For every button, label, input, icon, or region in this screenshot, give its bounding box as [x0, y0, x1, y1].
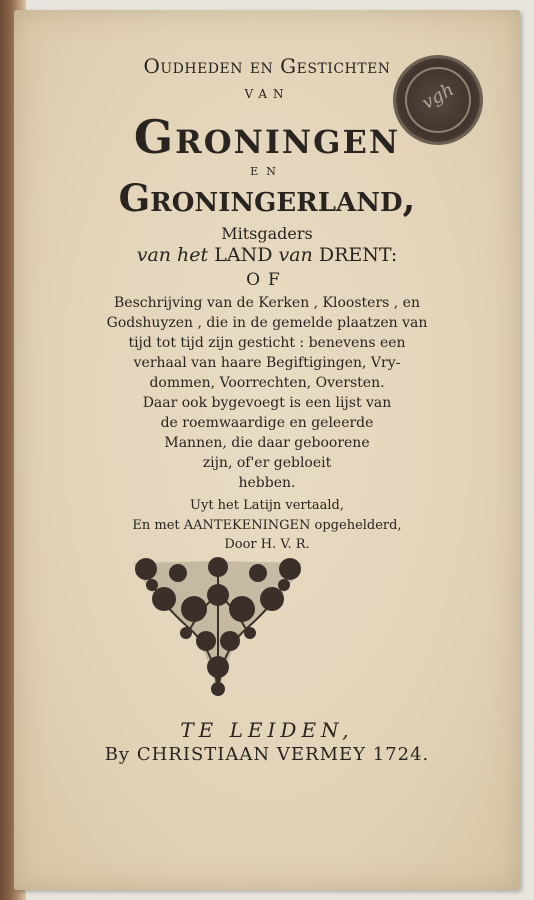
title-line-van: van: [244, 83, 290, 103]
imprint-printer: By CHRISTIAAN VERMEY 1724.: [104, 744, 430, 765]
desc-line-9: zijn, of'er gebloeit: [202, 455, 332, 471]
title-line-oudheden: Oudheden en Gestichten: [143, 54, 391, 78]
desc-line-8: Mannen, die daar geboorene: [164, 435, 370, 451]
title-line-groningerland: Groningerland,: [118, 176, 416, 220]
desc-line-4: verhaal van haare Begiftigingen, Vry-: [133, 355, 401, 371]
desc-line-5: dommen, Voorrechten, Oversten.: [149, 375, 385, 391]
desc-line-3: tijd tot tijd zijn gesticht : benevens een: [128, 335, 406, 351]
imprint-place: TE LEIDEN,: [180, 718, 354, 742]
title-line-en: en: [250, 160, 284, 179]
annotated-line: En met AANTEKENINGEN opgehelderd,: [132, 518, 402, 533]
drent-name: DRENT:: [318, 244, 398, 266]
desc-line-1: Beschrijving van de Kerken , Kloosters , en: [114, 295, 420, 311]
desc-line-6: Daar ook bygevoegt is een lijst van: [142, 395, 392, 411]
title-line-groningen: Groningen: [133, 110, 401, 164]
title-line-drent: [14, 244, 520, 266]
floral-vignette-icon: [128, 555, 308, 705]
title-page: [14, 10, 520, 890]
desc-line-7: de roemwaardige en geleerde: [160, 415, 374, 431]
desc-line-10: hebben.: [238, 475, 296, 491]
translated-line: Uyt het Latijn vertaald,: [190, 498, 344, 513]
author-line: Door H. V. R.: [224, 537, 310, 552]
desc-line-2: Godshuyzen , die in de gemelde plaatzen van: [106, 315, 428, 331]
drent-prefix: van het: [136, 244, 209, 266]
title-line-of: OF: [246, 270, 288, 290]
drent-van: van: [278, 244, 313, 266]
title-line-mitsgaders: Mitsgaders: [221, 224, 313, 243]
stamp-monogram: vgh: [418, 79, 458, 114]
drent-land: LAND: [214, 244, 273, 266]
